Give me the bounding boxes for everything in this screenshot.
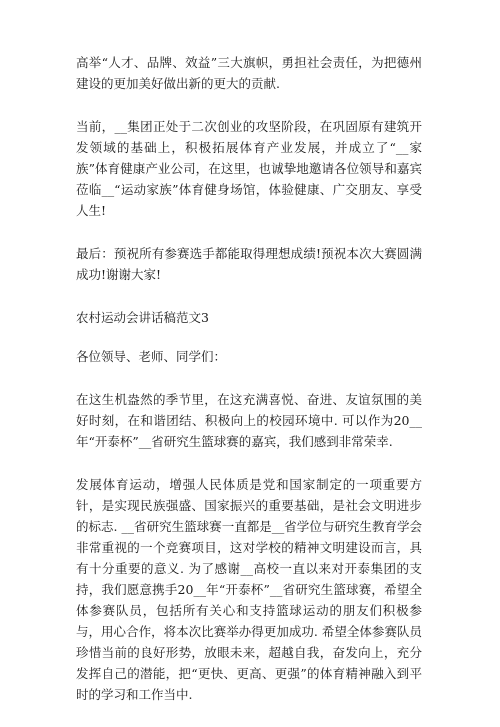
salutation: 各位领导、老师、同学们： xyxy=(76,349,227,364)
paragraph-group-intro: 当前，__集团正处于二次创业的攻坚阶段，在巩固原有建筑开发领域的基础上，积极拓展体育产业发展，并成立了“__家族”体育健康产业公司，在这里，也诚挚地邀请各位领导和嘉宾莅临__“运动家族”体育健身场馆，体验健康、广交朋友、享受人生! xyxy=(76,119,422,218)
paragraph-final-wishes: 最后：预祝所有参赛选手都能取得理想成绩!预祝本次大赛圆满成功!谢谢大家! xyxy=(76,246,422,282)
paragraph-sports-development: 发展体育运动，增强人民体质是党和国家制定的一项重要方针，是实现民族强盛、国家振兴的重要基础，是社会文明进步的标志. __省研究生篮球赛一直都是__省学位与研究生教育学会非常重视的一个竞赛项目，这对学校的精神文明建设而言，具有十分重要的意义. 为了感谢__高校一直以来对开泰集团的支持，我们愿意携手20__年“开泰杯”__省研究生篮球赛，希望全体参赛队员，包括所有关心和支持篮球运动的朋友们积极参与，用心合作，将本次比赛举办得更加成功. 希望全体参赛队员珍惜当前的良好形势，放眼未来，超越自我，奋发向上，充分发挥自己的潜能，把“更快、更高、更强”的体育精神融入到平时的学习和工作当中. xyxy=(76,477,422,702)
paragraph-opening: 在这生机盎然的季节里，在这充满喜悦、奋进、友谊氛围的美好时刻，在和谐团结、积极向上的校园环境中. 可以作为20__年“开泰杯”__省研究生篮球赛的嘉宾，我们感到非常荣幸. xyxy=(76,392,422,449)
section-heading: 农村运动会讲话稿范文3 xyxy=(76,310,209,325)
document-body xyxy=(76,52,422,727)
paragraph-closing-slogan: 高举“人才、品牌、效益”三大旗帜，勇担社会责任，为把德州建设的更加美好做出新的更大的贡献. xyxy=(76,55,422,91)
